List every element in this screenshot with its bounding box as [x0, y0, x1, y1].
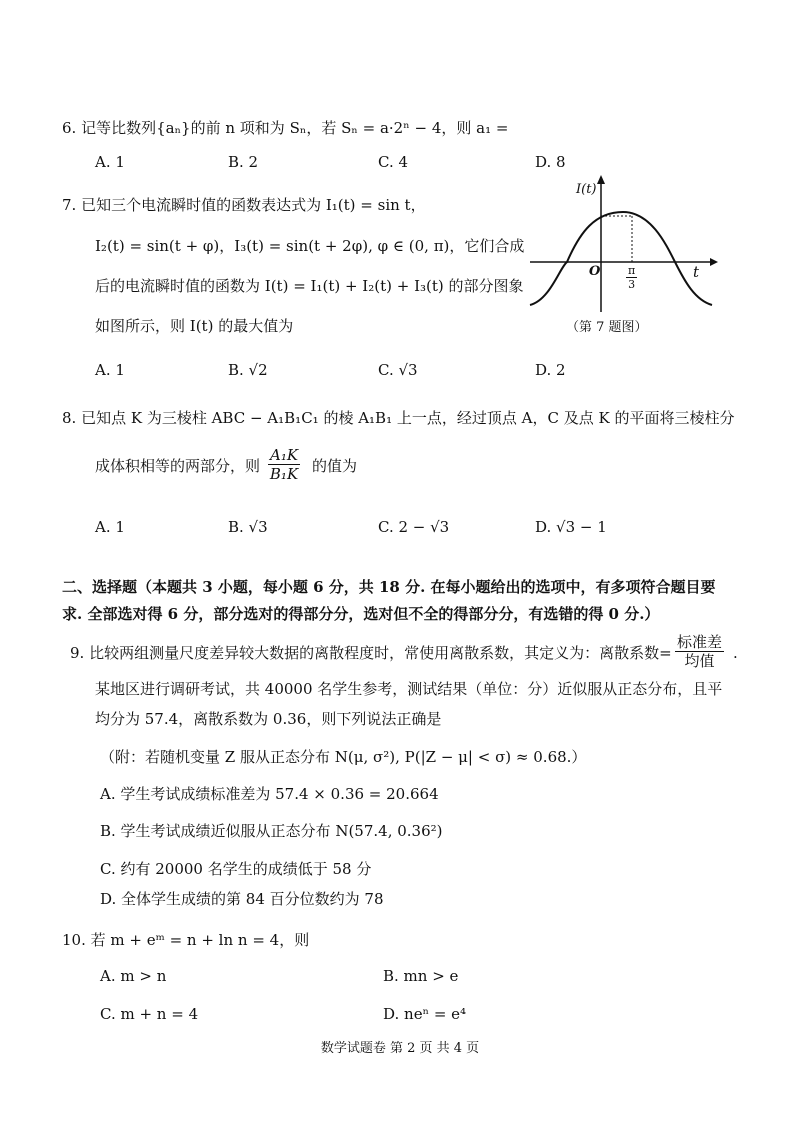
q6-option-c: C. 4 [378, 153, 409, 171]
q9-option-b: B. 学生考试成绩近似服从正态分布 N(57.4, 0.36²) [100, 822, 443, 840]
q6-stem: 6. 记等比数列{aₙ}的前 n 项和为 Sₙ，若 Sₙ = a·2ⁿ − 4，则 a₁ = [62, 119, 509, 137]
t-axis-arrow-icon [710, 258, 718, 266]
q10-option-b: B. mn > e [383, 967, 459, 985]
q9-line-2: 某地区进行调研考试，共 40000 名学生参考，测试结果（单位：分）近似服从正态分布，且平 [95, 680, 723, 698]
i-axis-arrow-icon [597, 175, 605, 184]
q7-line-3: 后的电流瞬时值的函数为 I(t) = I₁(t) + I₂(t) + I₃(t) 的部分图象 [95, 277, 524, 295]
q9-fraction [675, 633, 724, 670]
q7-line-1: 7. 已知三个电流瞬时值的函数表达式为 I₁(t) = sin t， [62, 196, 426, 214]
q6-option-b: B. 2 [228, 153, 259, 171]
origin-label: O [589, 264, 601, 279]
q10-option-c: C. m + n = 4 [100, 1005, 199, 1023]
q7-option-b: B. √2 [228, 361, 268, 379]
q9-line-1: 9. 比较两组测量尺度差异较大数据的离散程度时，常使用离散系数，其定义为：离散系数= [70, 644, 672, 662]
q9-line-1-end: . [733, 644, 738, 662]
page-footer: 数学试题卷 第 2 页 共 4 页 [320, 1041, 480, 1056]
section-heading-1: 二、选择题（本题共 3 小题，每小题 6 分，共 18 分. 在每小题给出的选项中，有多项符合题目要 [62, 578, 716, 596]
q8-option-c: C. 2 − √3 [378, 518, 450, 536]
q8-line-2-pre: 成体积相等的两部分，则 [95, 457, 261, 475]
q7-line-4: 如图所示，则 I(t) 的最大值为 [95, 317, 294, 335]
curve [530, 212, 712, 305]
section-heading-2: 求. 全部选对得 6 分，部分选对的得部分分，选对但不全的得部分分，有选错的得 0 分.） [62, 605, 660, 623]
tick-numerator: π [628, 264, 636, 277]
q9-line-3: 均分为 57.4，离散系数为 0.36，则下列说法正确是 [95, 710, 442, 728]
q7-option-c: C. √3 [378, 361, 418, 379]
q10-option-d: D. neⁿ = e⁴ [383, 1005, 467, 1023]
q9-frac-num: 标准差 [677, 633, 723, 651]
q8-option-b: B. √3 [228, 518, 268, 536]
x-axis-label: t [693, 263, 700, 281]
q8-fraction [268, 446, 300, 483]
q8-frac-den: B₁K [269, 465, 299, 483]
figure-caption: （第 7 题图） [566, 320, 648, 335]
y-axis-label: I(t) [576, 182, 597, 197]
q9-option-a: A. 学生考试成绩标准差为 57.4 × 0.36 = 20.664 [100, 785, 439, 803]
q7-option-d: D. 2 [535, 361, 566, 379]
q8-line-1: 8. 已知点 K 为三棱柱 ABC − A₁B₁C₁ 的棱 A₁B₁ 上一点，经过顶点 A，C 及点 K 的平面将三棱柱分 [62, 409, 735, 427]
q8-line-2-post: 的值为 [312, 457, 358, 475]
q9-frac-den: 均值 [684, 652, 715, 670]
q8-frac-num: A₁K [270, 446, 299, 464]
q8-option-a: A. 1 [95, 518, 125, 536]
q8-option-d: D. √3 − 1 [535, 518, 607, 536]
q9-option-d: D. 全体学生成绩的第 84 百分位数约为 78 [100, 890, 384, 908]
tick-denominator: 3 [628, 278, 636, 291]
q6-option-a: A. 1 [95, 153, 125, 171]
q9-option-c: C. 约有 20000 名学生的成绩低于 58 分 [100, 860, 372, 878]
q9-line-4: （附：若随机变量 Z 服从正态分布 N(μ, σ²), P(|Z − μ| < σ) ≈ 0.68.） [100, 748, 587, 766]
q7-figure [525, 172, 725, 322]
q10-stem: 10. 若 m + eᵐ = n + ln n = 4，则 [62, 931, 310, 949]
q7-option-a: A. 1 [95, 361, 125, 379]
tick-pi-over-3 [626, 264, 637, 291]
q6-option-d: D. 8 [535, 153, 566, 171]
q7-line-2: I₂(t) = sin(t + φ)，I₃(t) = sin(t + 2φ), φ ∈ (0, π)，它们合成 [95, 237, 525, 255]
q10-option-a: A. m > n [100, 967, 167, 985]
